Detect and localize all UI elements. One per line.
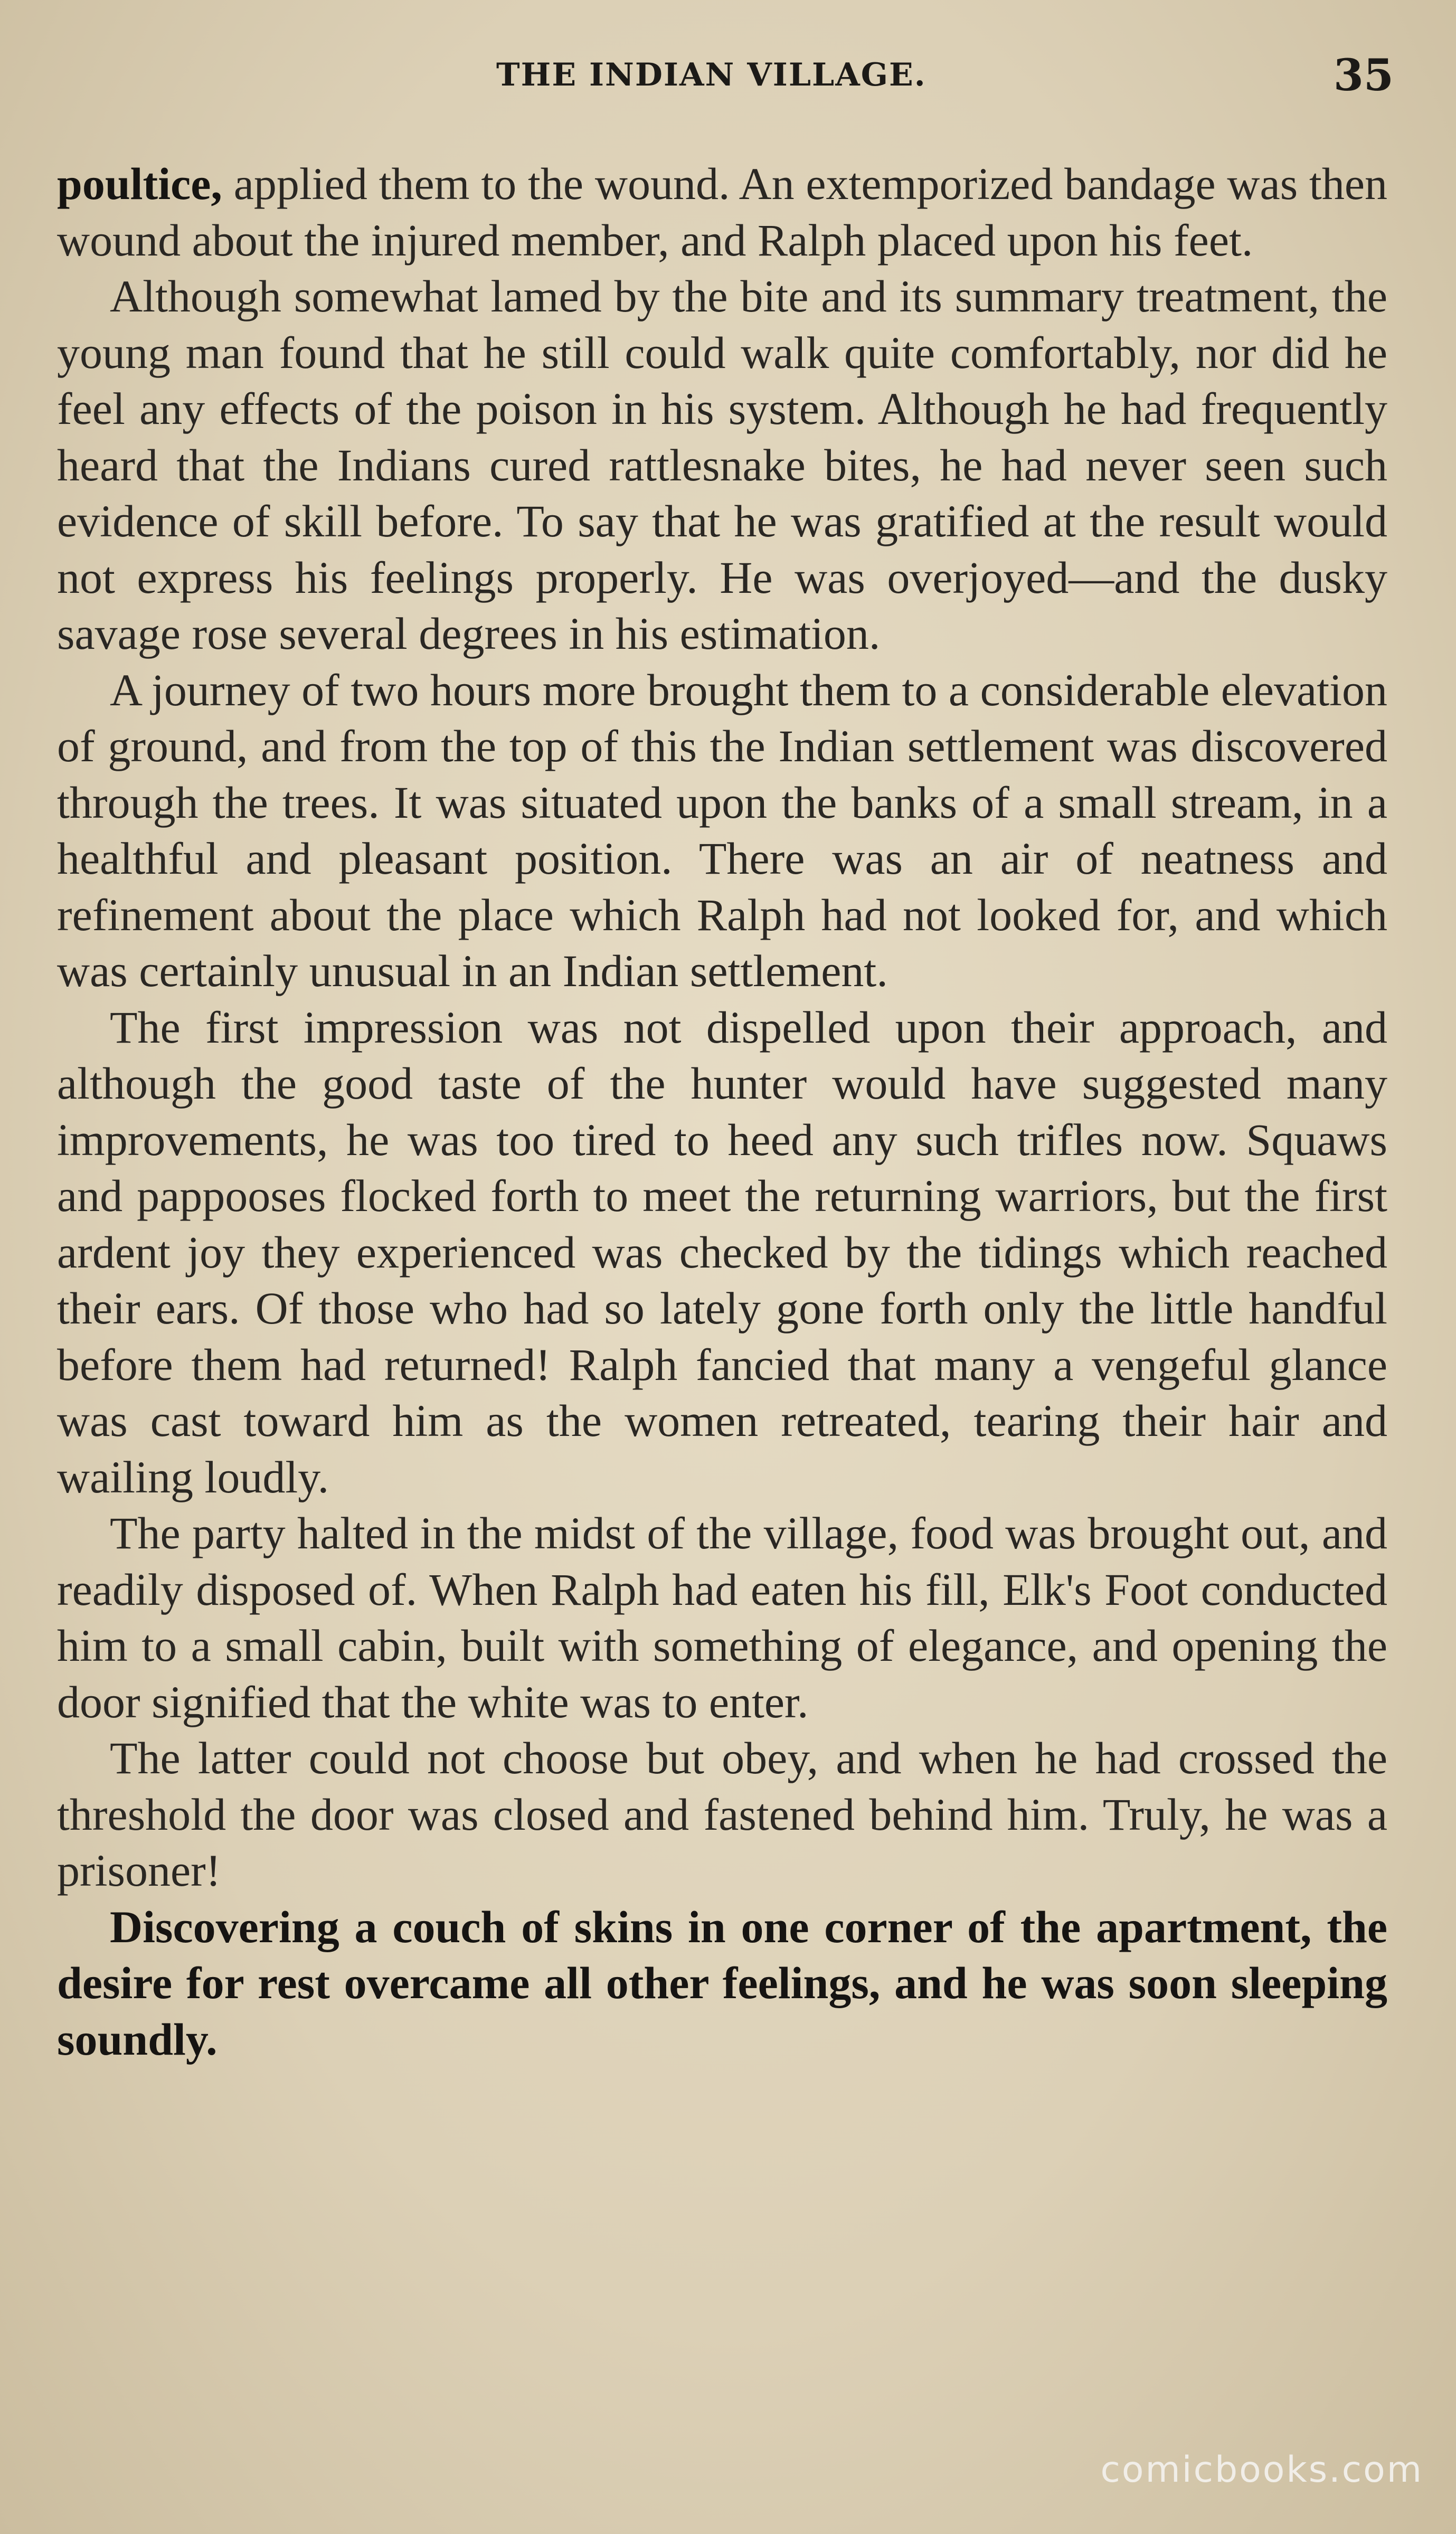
body-text — [57, 156, 1387, 2067]
paragraph-4: The first impression was not dispelled upon their approach, and although the good taste of the hunter would have suggested many improvements, he was too tired to heed any such trifles now. Squaws and pappooses flocked forth to meet the returning warriors, but the first ardent joy they experienced was checked by the tidings which reached their ears. Of those who had so lately gone forth only the little handful before them had returned! Ralph fancied that many a vengeful glance was cast toward him as the women retreated, tearing their hair and wailing loudly. — [57, 1001, 1387, 1502]
paragraph-5: The party halted in the midst of the village, food was brought out, and readily disposed of. When Ralph had eaten his fill, Elk's Foot conducted him to a small cabin, built with something of elegance, and opening the door signified that the white was to enter. — [57, 1508, 1387, 1727]
paragraph-3: A journey of two hours more brought them to a considerable elevation of ground, and from the top of this the Indian settlement was discovered through the trees. It was situated upon the banks of a small stream, in a healthful and pleasant position. There was an air of neatness and refinement about the place which Ralph had not looked for, and which was certainly unusual in an Indian settlement. — [57, 664, 1387, 996]
page-header — [496, 50, 1394, 114]
page-number: 35 — [1333, 50, 1394, 101]
watermark: comicbooks.com — [1100, 2449, 1423, 2491]
paragraph-1-text: applied them to the wound. An extemporized bandage was then wound about the injured member, and Ralph placed upon his feet. — [57, 158, 1387, 266]
paragraph-7: Discovering a couch of skins in one corner of the apartment, the desire for rest overcame all other feelings, and he was soon sleeping soundly. — [57, 1901, 1387, 2065]
paragraph-2: Although somewhat lamed by the bite and its summary treatment, the young man found that he still could walk quite comfortably, nor did he feel any effects of the poison in his system. Although he had frequently heard that the Indians cured rattlesnake bites, he had never seen such evidence of skill before. To say that he was gratified at the result would not express his feelings properly. He was overjoyed—and the dusky savage rose several degrees in his estimation. — [57, 271, 1387, 659]
paragraph-6: The latter could not choose but obey, and when he had crossed the threshold the door was closed and fastened behind him. Truly, he was a prisoner! — [57, 1733, 1387, 1896]
paragraph-1-lead: poultice, — [57, 158, 222, 209]
paragraph-1 — [57, 156, 1387, 268]
running-head: THE INDIAN VILLAGE. — [496, 56, 926, 93]
